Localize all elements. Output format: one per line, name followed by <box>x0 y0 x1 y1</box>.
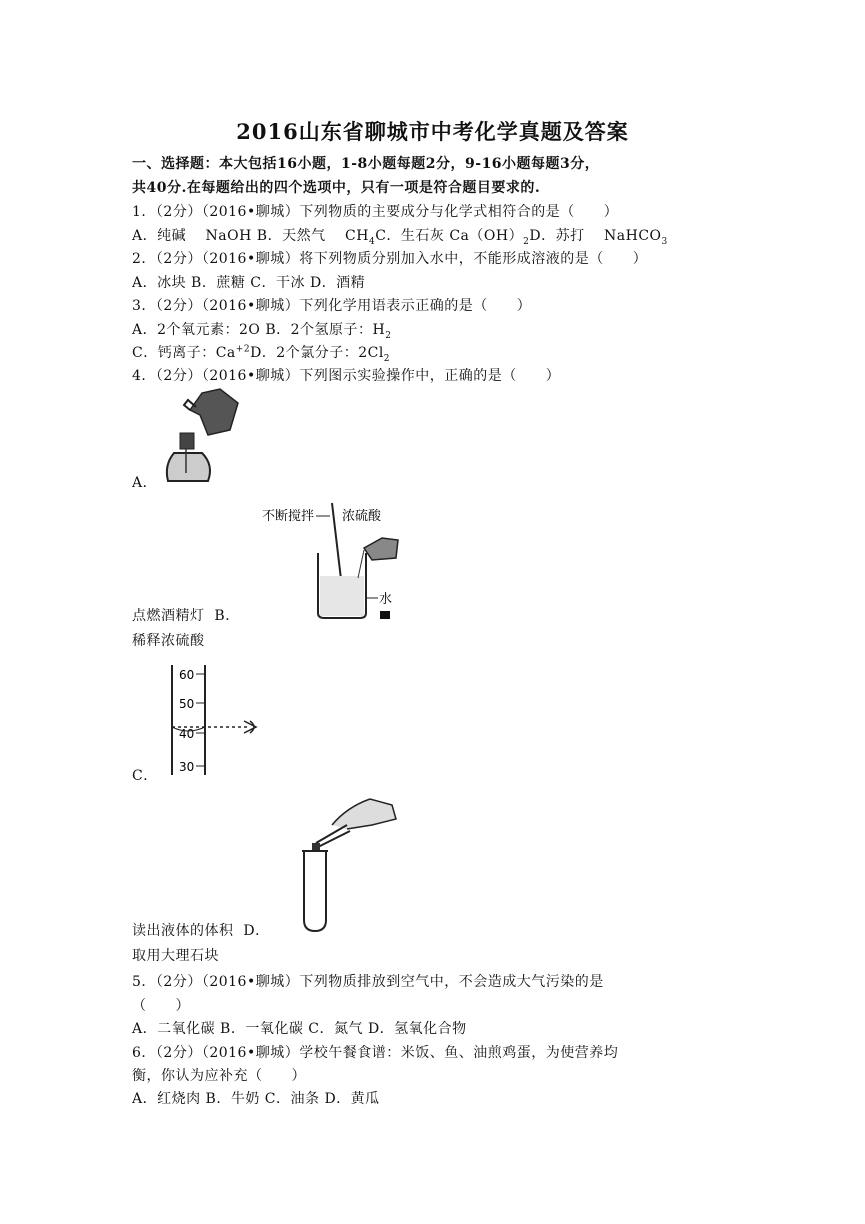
q6-stem-cont: 衡，你认为应补充（ ） <box>132 1068 306 1084</box>
q4-option-c-label: C． <box>132 768 158 784</box>
q4-option-a-caption <box>132 605 240 625</box>
q1-options-c: C．生石灰 Ca（OH） <box>375 228 524 244</box>
q1-sub-3: 3 <box>661 236 668 247</box>
q4-a-caption: 点燃酒精灯 <box>132 608 205 624</box>
q4-b-label: B． <box>214 608 240 624</box>
q3-c-text: C．钙离子：Ca <box>132 345 236 361</box>
q1-options <box>132 225 668 247</box>
q6-options: A．红烧肉 B．牛奶 C．油条 D．黄瓜 <box>132 1091 380 1107</box>
q1-options-ab: A．纯碱 NaOH B．天然气 CH <box>132 228 369 244</box>
q4-d-label: D． <box>243 923 270 939</box>
q3-options-cd <box>132 342 390 364</box>
document-title: 2016山东省聊城市中考化学真题及答案 <box>236 119 629 144</box>
b-fig-stir-label: 不断搅拌 <box>262 509 315 524</box>
q5-stem: 5．（2分）（2016•聊城）下列物质排放到空气中，不会造成大气污染的是 <box>132 974 604 990</box>
section-heading-line2: 共40分.在每题给出的四个选项中，只有一项是符合题目要求的. <box>132 180 541 196</box>
q5-options: A．二氧化碳 B．一氧化碳 C．氮气 D．氢氧化合物 <box>132 1021 467 1037</box>
q4-c-caption: 读出液体的体积 <box>132 923 234 939</box>
q3-stem: 3．（2分）（2016•聊城）下列化学用语表示正确的是（ ） <box>132 298 532 314</box>
q3-d-sub: 2 <box>383 353 391 364</box>
q1-sub-4: 4 <box>368 236 376 247</box>
q5-stem-cont: （ ） <box>132 998 190 1014</box>
q3-c-sup: +2 <box>235 344 251 355</box>
b-fig-acid-label: 浓硫酸 <box>342 509 382 524</box>
q3-ab-sub: 2 <box>385 330 392 341</box>
q4-figure-d-test-tube <box>292 795 402 935</box>
b-fig-water-label: 水 <box>379 592 393 607</box>
q6-stem: 6．（2分）（2016•聊城）学校午餐食谱：米饭、鱼、油煎鸡蛋，为使营养均 <box>132 1045 619 1061</box>
q3-options-ab <box>132 319 392 341</box>
q4-option-d-caption: 取用大理石块 <box>132 948 219 964</box>
q1-stem: 1．（2分）（2016•聊城）下列物质的主要成分与化学式相符合的是（ ） <box>132 204 619 220</box>
q4-stem: 4．（2分）（2016•聊城）下列图示实验操作中，正确的是（ ） <box>132 368 561 384</box>
q4-figure-b-dilute-acid <box>260 498 400 623</box>
q4-option-c-caption <box>132 920 270 940</box>
q3-d-text: D．2个氯分子：2Cl <box>250 345 384 361</box>
q1-sub-2: 2 <box>523 236 530 247</box>
section-heading-line1: 一、选择题：本大包括16小题，1-8小题每题2分，9-16小题每题3分， <box>132 156 600 172</box>
q4-option-a-label: A． <box>132 475 158 491</box>
q4-figure-c-cylinder <box>160 663 270 778</box>
q2-options: A．冰块 B．蔗糖 C．干冰 D．酒精 <box>132 275 366 291</box>
q4-option-b-caption: 稀释浓硫酸 <box>132 633 205 649</box>
q4-figure-a-alcohol-lamp <box>160 385 245 485</box>
c-tick-40: 40 <box>179 727 195 741</box>
q1-options-d: D．苏打 NaHCO <box>529 228 662 244</box>
c-tick-60: 60 <box>179 668 195 682</box>
c-tick-30: 30 <box>179 760 195 774</box>
c-tick-50: 50 <box>179 697 195 711</box>
q2-stem: 2．（2分）（2016•聊城）将下列物质分别加入水中，不能形成溶液的是（ ） <box>132 251 648 267</box>
q3-ab-text: A．2个氧元素：2O B．2个氢原子：H <box>132 322 386 338</box>
